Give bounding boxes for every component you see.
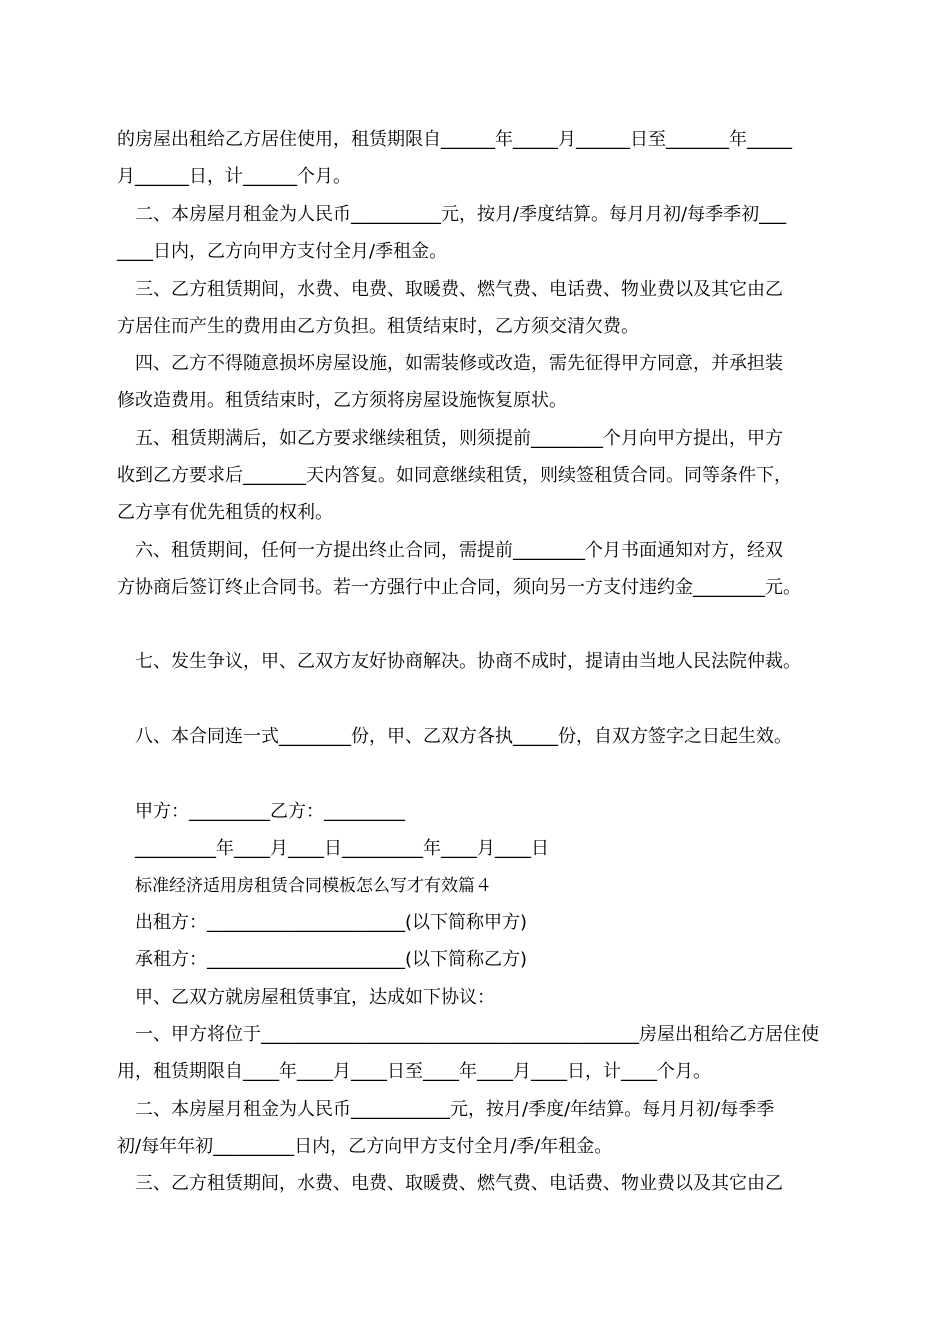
text-line: ____日内，乙方向甲方支付全月/季租金。 [117, 241, 448, 262]
text-line: 六、租赁期间，任何一方提出终止合同，需提前________个月书面通知对方，经双 [135, 540, 783, 561]
text-line: 甲、乙双方就房屋租赁事宜，达成如下协议： [135, 987, 495, 1008]
text-line: 二、本房屋月租金为人民币__________元，按月/季度结算。每月月初/每季季初___ [135, 204, 787, 225]
text-line: 收到乙方要求后_______天内答复。如同意继续租赁，则续签租赁合同。同等条件下， [117, 465, 792, 486]
lessor-line: 出租方：______________________(以下简称甲方) [135, 912, 528, 933]
text-line: 用，租赁期限自____年____月____日至____年____月____日，计____个月。 [117, 1061, 711, 1082]
text-line: 八、本合同连一式________份，甲、乙双方各执_____份，自双方签字之日起生效。 [135, 726, 792, 747]
date-line: _________年____月____日_________年____月____日 [135, 838, 549, 859]
text-line: 的房屋出租给乙方居住使用，租赁期限自______年_____月______日至_______年_____ [117, 129, 792, 150]
text-line: 四、乙方不得随意损坏房屋设施，如需装修或改造，需先征得甲方同意，并承担装 [135, 353, 783, 374]
text-line: 修改造费用。租赁结束时，乙方须将房屋设施恢复原状。 [117, 390, 567, 411]
text-line: 二、本房屋月租金为人民币___________元，按月/季度/年结算。每月月初/每季季 [135, 1099, 775, 1120]
text-line: 初/每年年初_________日内，乙方向甲方支付全月/季/年租金。 [117, 1136, 613, 1157]
text-line: 月______日，计______个月。 [117, 166, 351, 187]
text-line: 方居住而产生的费用由乙方负担。租赁结束时，乙方须交清欠费。 [117, 316, 639, 337]
text-line: 一、甲方将位于__________________________________________房屋出租给乙方居住使 [135, 1024, 819, 1045]
section-title: 标准经济适用房租赁合同模板怎么写才有效篇４ [135, 876, 492, 896]
text-line: 方协商后签订终止合同书。若一方强行中止合同，须向另一方支付违约金________元。 [117, 577, 801, 598]
text-line: 五、租赁期满后，如乙方要求继续租赁，则须提前________个月向甲方提出，甲方 [135, 428, 783, 449]
lessee-line: 承租方：______________________(以下简称乙方) [135, 949, 528, 970]
text-line: 三、乙方租赁期间，水费、电费、取暖费、燃气费、电话费、物业费以及其它由乙 [135, 1173, 783, 1194]
text-line: 七、发生争议，甲、乙双方友好协商解决。协商不成时，提请由当地人民法院仲裁。 [135, 651, 801, 672]
text-line: 乙方享有优先租赁的权利。 [117, 502, 333, 523]
signature-line: 甲方：_________乙方：_________ [135, 801, 405, 822]
text-line: 三、乙方租赁期间，水费、电费、取暖费、燃气费、电话费、物业费以及其它由乙 [135, 279, 783, 300]
